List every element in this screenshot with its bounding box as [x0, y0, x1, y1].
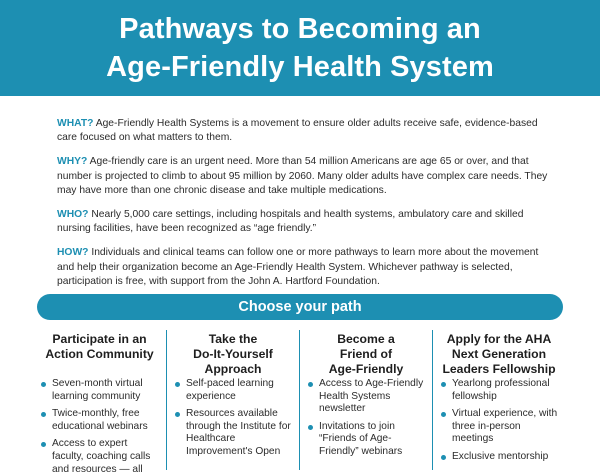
intro-what-text: Age-Friendly Health Systems is a movement to ensure older adults receive safe, evidence-based care focused on what matters to them. [57, 118, 538, 144]
path-bullet-list [39, 378, 160, 476]
list-item: Seven-month virtual learning community [39, 378, 160, 403]
path-action-community [33, 330, 166, 475]
intro-why-lead: WHY? [57, 156, 88, 168]
intro-why [57, 155, 557, 198]
list-item: Self-paced learning experience [173, 378, 293, 403]
path-bullet-list [439, 378, 559, 464]
path-title-line: Approach [204, 362, 262, 376]
list-item: Access to expert faculty, coaching calls and resources — all [39, 438, 160, 476]
path-title [39, 332, 160, 377]
intro-how [57, 246, 557, 289]
path-title-line: Participate in an [52, 332, 147, 346]
path-title-line: Action Community [45, 347, 154, 361]
intro-how-text: Individuals and clinical teams can follow one or more pathways to learn more about the movement and help their organization become an Age-Friendly Health System. Whichever pathway is selected, participation is free, with support from the John A. Hartford Foundation. [57, 247, 539, 287]
path-title-line: Leaders Fellowship [442, 362, 556, 376]
path-bullet-list [306, 378, 426, 459]
list-item: Resources available through the Institute for Healthcare Improvement's Open [173, 408, 293, 458]
path-title-line: Take the [208, 332, 258, 346]
list-item: Yearlong professional fellowship [439, 378, 559, 403]
list-item: Invitations to join “Friends of Age-Friendly” webinars [306, 421, 426, 459]
path-title-line: Apply for the AHA [446, 332, 552, 346]
intro-how-lead: HOW? [57, 247, 89, 259]
intro-what-lead: WHAT? [57, 118, 94, 129]
intro-who-lead: WHO? [57, 209, 89, 221]
list-item: Virtual experience, with three in-person meetings [439, 408, 559, 446]
path-title-line: Age-Friendly [328, 362, 404, 376]
choose-path-banner: Choose your path [37, 294, 563, 320]
path-friend-of-age-friendly [299, 330, 432, 470]
path-do-it-yourself [166, 330, 299, 470]
path-title [173, 332, 293, 377]
list-item: Exclusive mentorship [439, 451, 559, 464]
path-title-line: Do-It-Yourself [193, 347, 273, 361]
intro-what [57, 117, 557, 145]
intro-who-text: Nearly 5,000 care settings, including hospitals and health systems, ambulatory care and skilled nursing facilities, have been recognized as “age friendly.” [57, 209, 524, 235]
pathway-columns [33, 330, 567, 475]
path-title-line: Next Generation [451, 347, 547, 361]
intro-why-text: Age-friendly care is an urgent need. More than 54 million Americans are age 65 or over, and that number is projected to climb to about 95 million by 2060. Many older adults have complex care needs. They may have more than one chronic disease and take multiple medications. [57, 156, 548, 196]
page-title-line-1: Pathways to Becoming an [119, 13, 481, 45]
list-item: Twice-monthly, free educational webinars [39, 408, 160, 433]
path-title [306, 332, 426, 377]
path-title-line: Become a [337, 332, 395, 346]
path-title-line: Friend of [339, 347, 393, 361]
path-title [439, 332, 559, 377]
list-item: Access to Age-Friendly Health Systems newsletter [306, 378, 426, 416]
path-aha-fellowship [432, 330, 565, 470]
page-title-line-2: Age-Friendly Health System [106, 51, 494, 83]
intro-section [57, 117, 557, 299]
intro-who [57, 208, 557, 236]
title-banner [0, 0, 600, 96]
path-bullet-list [173, 378, 293, 459]
